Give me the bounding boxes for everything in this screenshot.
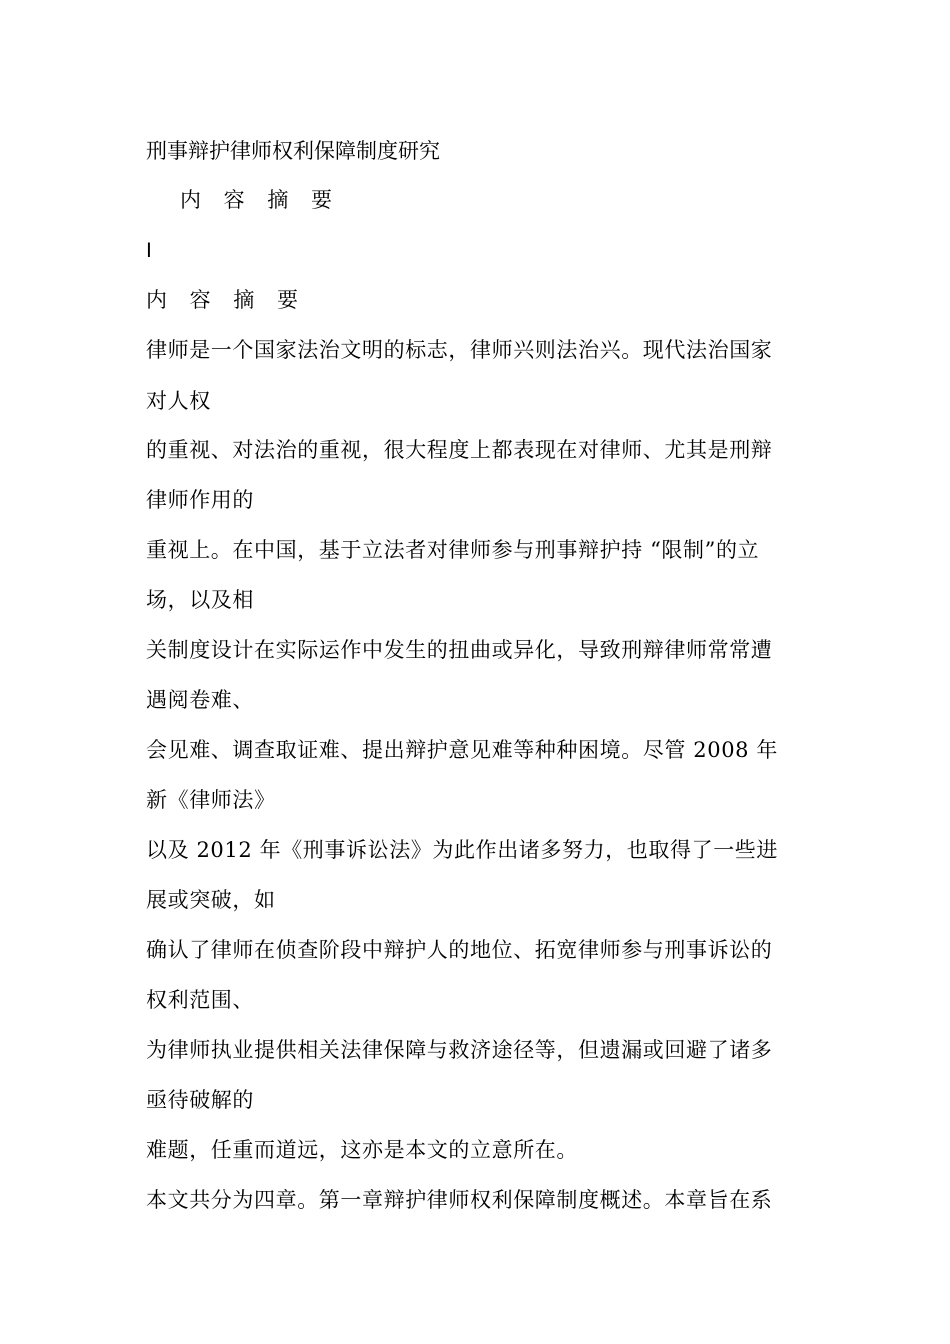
body-line: 重视上。在中国，基于立法者对律师参与刑事辩护持 “限制”的立: [146, 538, 760, 562]
body-line: 律师是一个国家法治文明的标志，律师兴则法治兴。现代法治国家: [146, 338, 773, 362]
body-line: 以及 2012 年《刑事诉讼法》为此作出诸多努力，也取得了一些进: [146, 838, 778, 862]
body-line: 会见难、调查取证难、提出辩护意见难等种种困境。尽管 2008 年: [146, 738, 778, 762]
body-line: 关制度设计在实际运作中发生的扭曲或异化，导致刑辩律师常常遭: [146, 638, 773, 662]
body-line: 展或突破，如: [146, 888, 276, 912]
body-line: 本文共分为四章。第一章辩护律师权利保障制度概述。本章旨在系: [146, 1188, 773, 1212]
body-line: 对人权: [146, 389, 211, 413]
abstract-label-centered: 内 容 摘 要: [180, 188, 341, 212]
body-line: 的重视、对法治的重视，很大程度上都表现在对律师、尤其是刑辩: [146, 438, 773, 462]
body-line: 新《律师法》: [146, 788, 276, 812]
body-line: 遇阅卷难、: [146, 688, 254, 712]
body-line: 亟待破解的: [146, 1088, 254, 1112]
document-title: 刑事辩护律师权利保障制度研究: [146, 139, 440, 163]
page-marker: I: [146, 239, 152, 262]
body-line: 权利范围、: [146, 988, 254, 1012]
abstract-heading: 内 容 摘 要: [146, 288, 307, 312]
body-line: 确认了律师在侦查阶段中辩护人的地位、拓宽律师参与刑事诉讼的: [146, 938, 773, 962]
body-line: 为律师执业提供相关法律保障与救济途径等，但遗漏或回避了诸多: [146, 1038, 773, 1062]
body-line: 难题，任重而道远，这亦是本文的立意所在。: [146, 1138, 578, 1162]
body-line: 场，以及相: [146, 588, 254, 612]
body-line: 律师作用的: [146, 488, 254, 512]
